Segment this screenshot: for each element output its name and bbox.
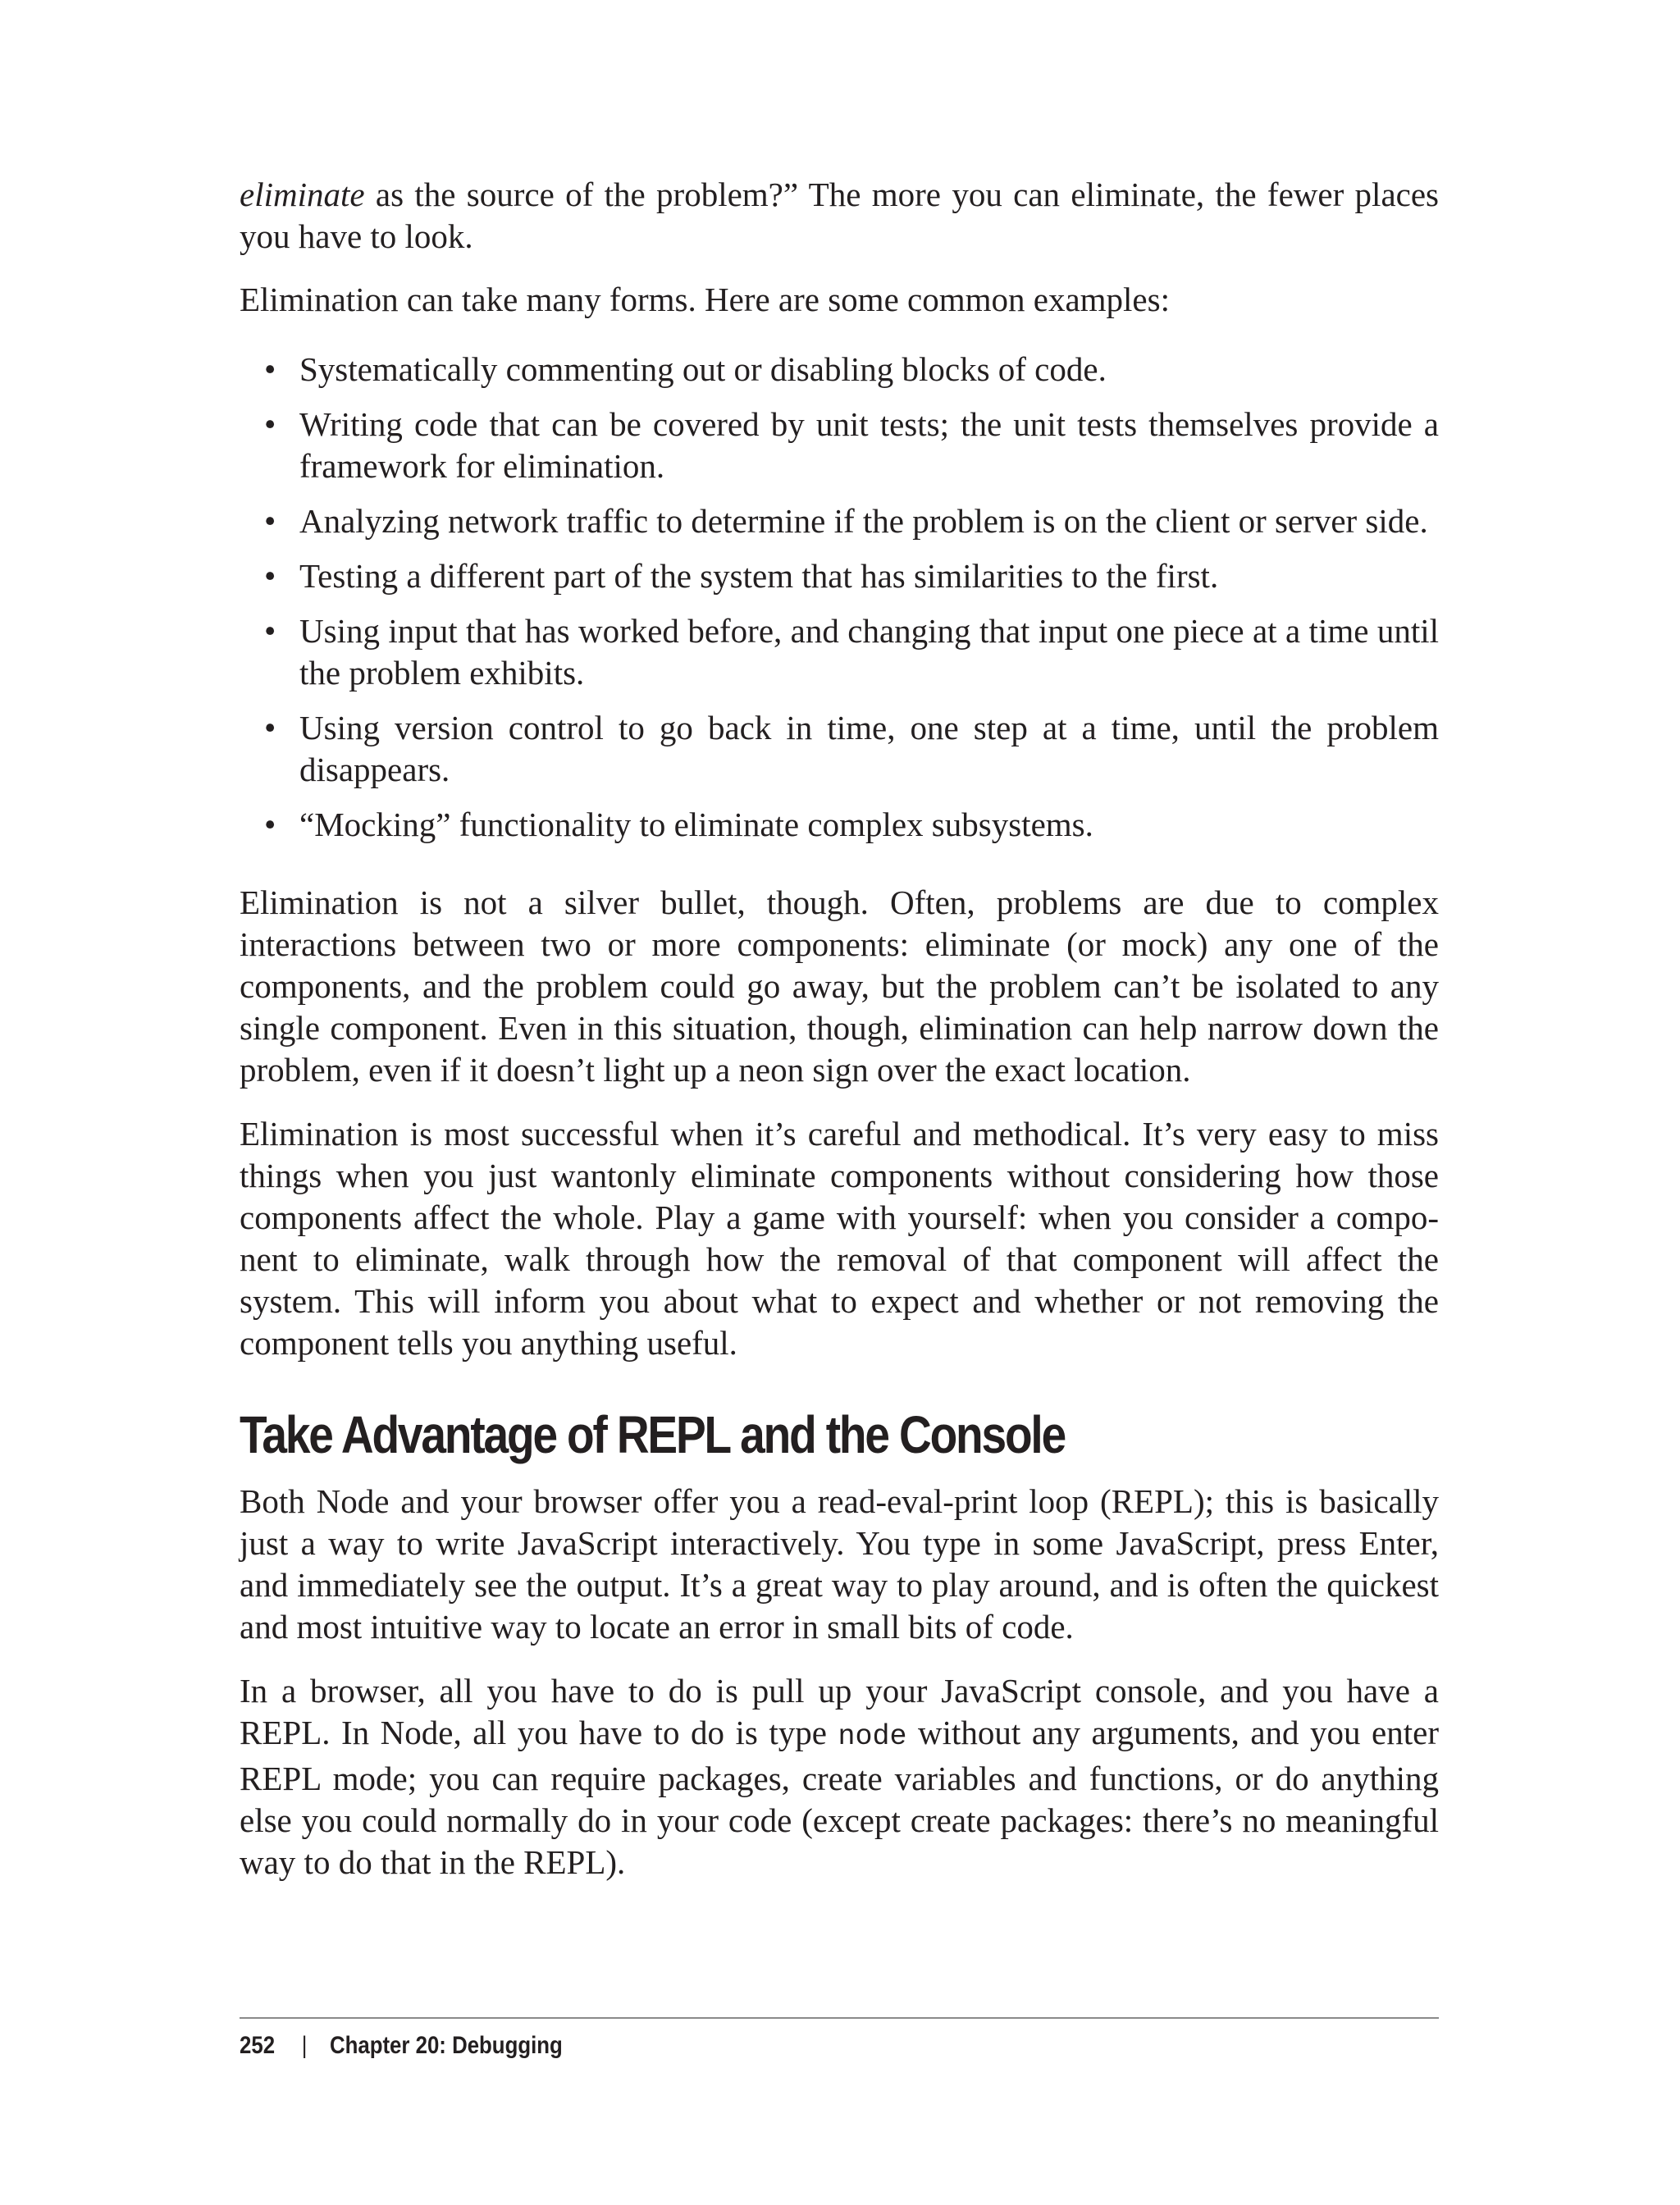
page-footer	[240, 2029, 563, 2062]
section-heading: Take Advantage of REPL and the Console	[240, 1405, 1066, 1464]
intro-emphasis: eliminate	[240, 176, 365, 213]
chapter-title: Chapter 20: Debugging	[329, 2032, 563, 2059]
repl-text-after-code: without any arguments, and you enter REPL mode; you can require packages, create variables and functions, or do anything else you could normally do in your code (except create packages: there’s no meaningful way to do that in the REPL).	[240, 1714, 1439, 1881]
inline-code: node	[838, 1720, 907, 1753]
intro-text: as the source of the problem?” The more you can eliminate, the fewer places you have to look.	[240, 176, 1439, 255]
list-item: • Systematically commenting out or disabling blocks of code.	[240, 349, 1439, 390]
elimination-examples-list	[240, 349, 1439, 846]
page-content	[240, 174, 1439, 1883]
footer-separator: |	[301, 2032, 308, 2059]
list-item: • Using input that has worked before, and changing that input one piece at a time until the problem exhibits.	[240, 610, 1439, 694]
footer-divider	[240, 2017, 1439, 2019]
repl-paragraph: Both Node and your browser offer you a read-eval-print loop (REPL); this is basically just a way to write JavaScript interactively. You type in some JavaScript, press Enter, and immediately see the output. It’s a great way to play around, and is often the quickest and most intuitive way to locate an error in small bits of code.	[240, 1482, 1439, 1646]
body-paragraph: Elimination is most successful when it’s careful and methodical. It’s very easy to miss things when you just wantonly eliminate components without considering how those components affect the whole. Play a game with yourself: when you consider a component to eliminate, walk through how the removal of that component will affect the system. This will inform you about what to expect and whether or not removing the component tells you anything useful.	[240, 1115, 1439, 1362]
list-item: • “Mocking” functionality to eliminate complex subsystems.	[240, 804, 1439, 846]
body-paragraph: Elimination is not a silver bullet, though. Often, problems are due to complex interactions between two or more components: eliminate (or mock) any one of the components, and the problem could go away, but the problem can’t be isolated to any single component. Even in this situation, though, elimination can help narrow down the problem, even if it doesn’t light up a neon sign over the exact location.	[240, 883, 1439, 1089]
lead-paragraph: Elimination can take many forms. Here are some common examples:	[240, 281, 1170, 318]
repl-paragraph-node	[240, 1670, 1439, 1883]
list-item: • Testing a different part of the system that has similarities to the first.	[240, 555, 1439, 597]
intro-paragraph	[240, 174, 1439, 258]
list-item: • Analyzing network traffic to determine if the problem is on the client or server side.	[240, 500, 1439, 542]
repl-text-before-code: In a browser, all you have to do is pull up your JavaScript console, and you have a REPL. In Node, all you have to do is type	[240, 1672, 1439, 1751]
page-number: 252	[240, 2032, 276, 2059]
list-item: • Writing code that can be covered by unit tests; the unit tests themselves provide a framework for elimination.	[240, 404, 1439, 487]
list-item: • Using version control to go back in time, one step at a time, until the problem disappears.	[240, 707, 1439, 791]
